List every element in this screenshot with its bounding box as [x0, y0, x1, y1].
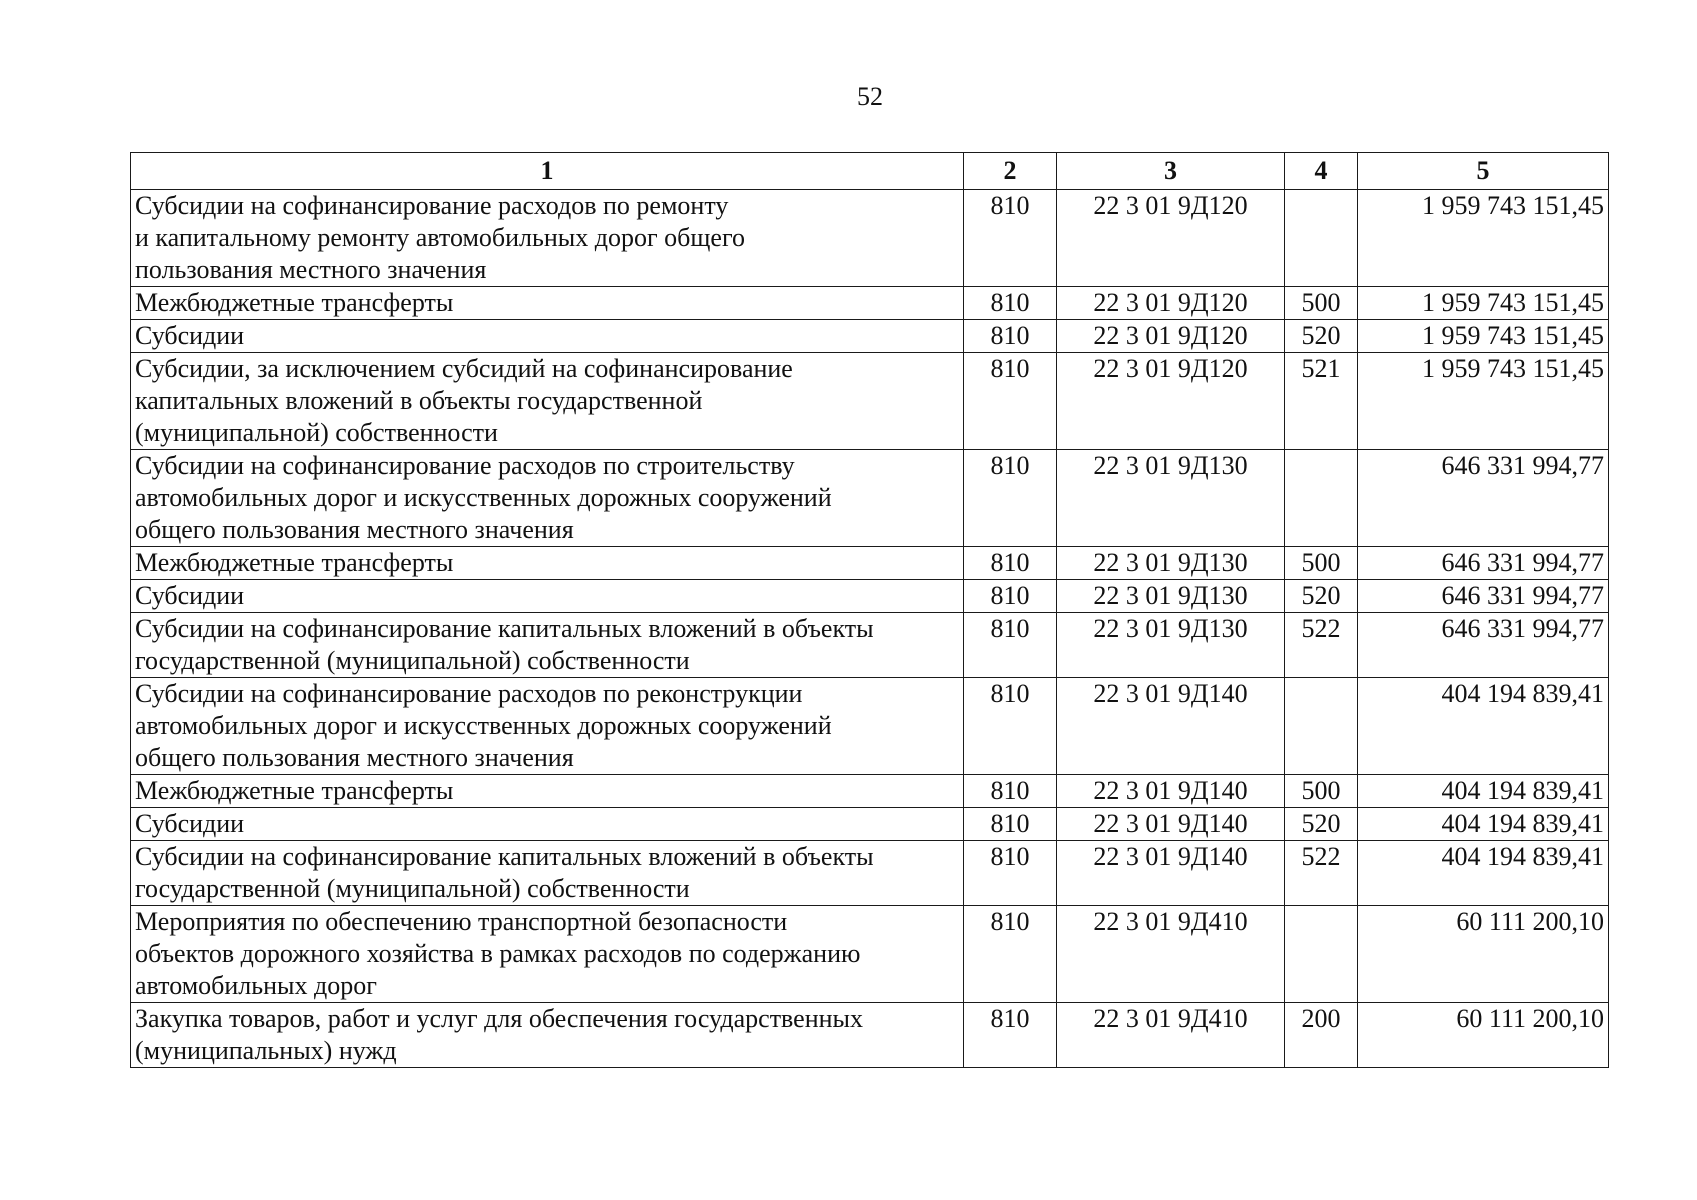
row-name: Субсидии [131, 808, 964, 841]
row-expense-type [1285, 906, 1358, 1003]
table-row [131, 678, 1609, 775]
row-target-article: 22 3 01 9Д140 [1057, 808, 1285, 841]
row-name: Субсидии на софинансирование капитальных вложений в объекты государственной (муниципальной) собственности [131, 613, 964, 678]
table-row [131, 450, 1609, 547]
page-number: 52 [857, 82, 883, 111]
row-amount: 404 194 839,41 [1358, 775, 1609, 808]
row-amount: 1 959 743 151,45 [1358, 190, 1609, 287]
row-name: Межбюджетные трансферты [131, 775, 964, 808]
header-col-4: 4 [1285, 153, 1358, 190]
row-target-article: 22 3 01 9Д120 [1057, 287, 1285, 320]
table-row [131, 547, 1609, 580]
row-expense-type: 500 [1285, 775, 1358, 808]
table-row [131, 808, 1609, 841]
row-code: 810 [964, 678, 1057, 775]
row-amount: 60 111 200,10 [1358, 906, 1609, 1003]
row-code: 810 [964, 613, 1057, 678]
row-code: 810 [964, 190, 1057, 287]
header-col-1: 1 [131, 153, 964, 190]
row-amount: 646 331 994,77 [1358, 613, 1609, 678]
row-code: 810 [964, 320, 1057, 353]
row-target-article: 22 3 01 9Д410 [1057, 906, 1285, 1003]
row-name: Закупка товаров, работ и услуг для обеспечения государственных (муниципальных) нужд [131, 1003, 964, 1068]
table-row [131, 287, 1609, 320]
row-amount: 646 331 994,77 [1358, 580, 1609, 613]
row-expense-type [1285, 678, 1358, 775]
row-code: 810 [964, 1003, 1057, 1068]
row-code: 810 [964, 450, 1057, 547]
row-target-article: 22 3 01 9Д130 [1057, 450, 1285, 547]
table-body [131, 190, 1609, 1068]
budget-table [130, 152, 1609, 1068]
row-target-article: 22 3 01 9Д130 [1057, 547, 1285, 580]
row-name: Межбюджетные трансферты [131, 547, 964, 580]
row-expense-type [1285, 450, 1358, 547]
header-row [131, 153, 1609, 190]
row-amount: 404 194 839,41 [1358, 678, 1609, 775]
row-expense-type: 521 [1285, 353, 1358, 450]
row-target-article: 22 3 01 9Д410 [1057, 1003, 1285, 1068]
row-target-article: 22 3 01 9Д130 [1057, 613, 1285, 678]
row-name: Субсидии на софинансирование расходов по ремонту и капитальному ремонту автомобильных дорог общего пользования местного значения [131, 190, 964, 287]
row-target-article: 22 3 01 9Д130 [1057, 580, 1285, 613]
header-col-2: 2 [964, 153, 1057, 190]
table-row [131, 613, 1609, 678]
row-expense-type: 522 [1285, 841, 1358, 906]
table-row [131, 580, 1609, 613]
row-target-article: 22 3 01 9Д140 [1057, 775, 1285, 808]
row-name: Мероприятия по обеспечению транспортной безопасности объектов дорожного хозяйства в рамках расходов по содержанию автомобильных дорог [131, 906, 964, 1003]
row-target-article: 22 3 01 9Д120 [1057, 320, 1285, 353]
row-expense-type: 522 [1285, 613, 1358, 678]
row-expense-type [1285, 190, 1358, 287]
table-row [131, 1003, 1609, 1068]
row-code: 810 [964, 808, 1057, 841]
header-col-3: 3 [1057, 153, 1285, 190]
row-name: Субсидии [131, 580, 964, 613]
row-expense-type: 200 [1285, 1003, 1358, 1068]
row-expense-type: 520 [1285, 808, 1358, 841]
row-name: Субсидии на софинансирование расходов по строительству автомобильных дорог и искусственных дорожных сооружений общего пользования местного значения [131, 450, 964, 547]
row-expense-type: 520 [1285, 320, 1358, 353]
row-amount: 1 959 743 151,45 [1358, 353, 1609, 450]
table-row [131, 320, 1609, 353]
row-target-article: 22 3 01 9Д120 [1057, 190, 1285, 287]
row-target-article: 22 3 01 9Д140 [1057, 678, 1285, 775]
row-code: 810 [964, 906, 1057, 1003]
row-amount: 646 331 994,77 [1358, 547, 1609, 580]
row-name: Субсидии [131, 320, 964, 353]
row-amount: 1 959 743 151,45 [1358, 320, 1609, 353]
row-code: 810 [964, 287, 1057, 320]
row-expense-type: 520 [1285, 580, 1358, 613]
row-expense-type: 500 [1285, 287, 1358, 320]
row-expense-type: 500 [1285, 547, 1358, 580]
table-row [131, 906, 1609, 1003]
row-code: 810 [964, 580, 1057, 613]
row-target-article: 22 3 01 9Д140 [1057, 841, 1285, 906]
row-amount: 60 111 200,10 [1358, 1003, 1609, 1068]
row-name: Субсидии на софинансирование капитальных вложений в объекты государственной (муниципальной) собственности [131, 841, 964, 906]
row-code: 810 [964, 841, 1057, 906]
table-row [131, 353, 1609, 450]
header-col-5: 5 [1358, 153, 1609, 190]
row-name: Субсидии на софинансирование расходов по реконструкции автомобильных дорог и искусственных дорожных сооружений общего пользования местного значения [131, 678, 964, 775]
table-row [131, 775, 1609, 808]
row-code: 810 [964, 353, 1057, 450]
row-code: 810 [964, 775, 1057, 808]
row-amount: 1 959 743 151,45 [1358, 287, 1609, 320]
row-code: 810 [964, 547, 1057, 580]
row-name: Субсидии, за исключением субсидий на софинансирование капитальных вложений в объекты государственной (муниципальной) собственности [131, 353, 964, 450]
row-name: Межбюджетные трансферты [131, 287, 964, 320]
row-target-article: 22 3 01 9Д120 [1057, 353, 1285, 450]
table-row [131, 190, 1609, 287]
row-amount: 404 194 839,41 [1358, 808, 1609, 841]
row-amount: 404 194 839,41 [1358, 841, 1609, 906]
row-amount: 646 331 994,77 [1358, 450, 1609, 547]
table-row [131, 841, 1609, 906]
